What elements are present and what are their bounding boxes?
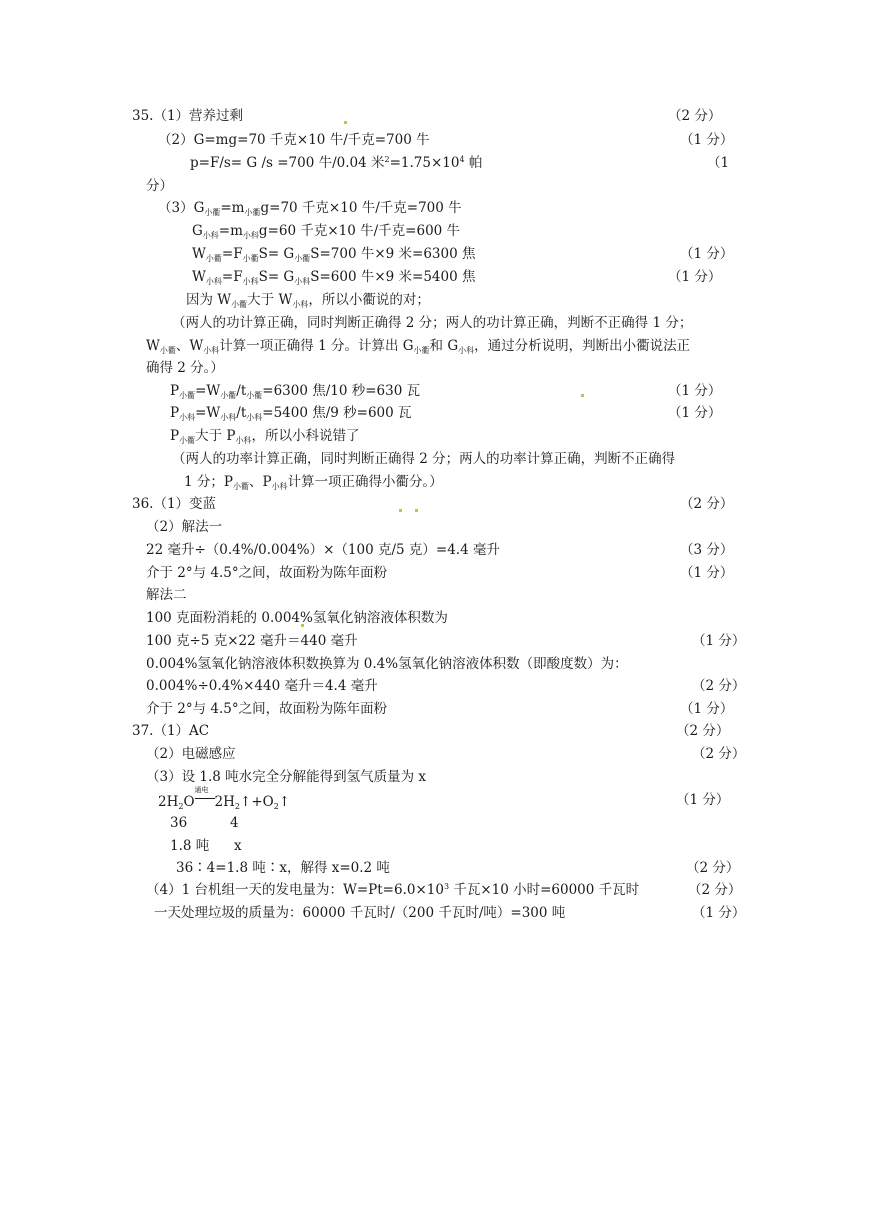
score-label: （1 分） (692, 905, 746, 921)
score-label: （2 分） (676, 723, 730, 739)
q37-part1: 37.（1）AC (132, 723, 210, 739)
molar-ratio-left: 36 (170, 815, 188, 831)
score-label: （1 分） (668, 269, 722, 285)
q35-part3-line5: 因为 $W_{小衢}$大于 $W_{小科}$，所以小衢说的对； (186, 292, 430, 309)
reaction-condition-arrow: 通电 (195, 794, 215, 806)
score-label: （2 分） (692, 678, 746, 694)
q36-method2-line5: 介于 2°与 4.5°之间，故面粉为陈年面粉 (146, 701, 388, 717)
score-label: （2 分） (686, 860, 740, 876)
q36-method2-line4: 0.004%÷0.4%×440 毫升＝4.4 毫升 (146, 678, 378, 694)
q37-part3-line1: （3）设 1.8 吨水完全分解能得到氢气质量为 x (146, 769, 427, 785)
mass-right: x (234, 838, 242, 854)
q35-note-line2: $W_{小衢}$、$W_{小科}$计算一项正确得 1 分。计算出 $G_{小衢}$和 $G_{小科}$，通过分析说明，判断出小衢说法正 (146, 338, 691, 355)
q36-method1-line1: 22 毫升÷（0.4%/0.004%）×（100 克/5 克）=4.4 毫升 (146, 542, 500, 558)
q35-part2-line1: （2）G=mg=70 千克×10 牛/千克=700 牛 (158, 132, 430, 148)
q35-part3-line3: $W_{小衢}=F_{小衢}S= G_{小衢}S=700$ 牛×9 米=6300 焦 (192, 246, 476, 263)
q35-note-line1: （两人的功计算正确，同时判断正确得 2 分；两人的功计算正确，判断不正确得 1 分； (172, 315, 693, 331)
q35-part3-line4: $W_{小科}=F_{小科}S= G_{小科}S=600$ 牛×9 米=5400 焦 (192, 269, 476, 286)
score-label: （2 分） (680, 496, 734, 512)
mass-left: 1.8 吨 (170, 838, 210, 854)
q36-method2-line1: 100 克面粉消耗的 0.004%氢氧化钠溶液体积数为 (146, 610, 448, 626)
chemical-equation: $2H_2O$ 通电 $2H_2↑+O_2↑$ (158, 786, 291, 811)
score-label: （1 分） (668, 405, 722, 421)
q37-part3-solution: 36∶4=1.8 吨∶x，解得 x=0.2 吨 (176, 860, 390, 876)
score-label: （2 分） (688, 882, 742, 898)
q35-part3-line1: $(3)G_{小衢}=m_{小衢}g=70$ 千克×10 牛/千克=700 牛 (158, 200, 462, 217)
score-label: （2 分） (692, 746, 746, 762)
score-label: （1 分） (680, 701, 734, 717)
q35-note2-line2: 1 分；$P_{小衢}$、$P_{小科}$计算一项正确得小衢分。） (184, 474, 443, 491)
score-label: （3 分） (680, 542, 734, 558)
q35-part2-line3: 分） (146, 178, 173, 194)
q37-part4-line2: 一天处理垃圾的质量为：60000 千瓦时/（200 千瓦时/吨）=300 吨 (154, 905, 566, 921)
q35-power-line2: $P_{小科}=W_{小科}/t_{小科}=5400$ 焦/9 秒=600 瓦 (170, 405, 412, 422)
q36-part1: 36.（1）变蓝 (132, 496, 217, 512)
q36-method2-line3: 0.004%氢氧化钠溶液体积数换算为 0.4%氢氧化钠溶液体积数（即酸度数）为： (146, 656, 628, 672)
q35-part1: 35.（1）营养过剩 (132, 108, 244, 124)
q36-part2-heading: （2）解法一 (146, 519, 223, 535)
q37-part4-line1: （4）1 台机组一天的发电量为：$W=Pt=6.0\times 10^3$ 千瓦×10 小时=60000 千瓦时 (146, 882, 640, 898)
scan-speck (344, 121, 347, 124)
q36-method2-heading: 解法二 (146, 587, 187, 603)
score-label: （1 (707, 155, 730, 171)
score-label: （2 分） (668, 108, 722, 124)
score-label: （1 分） (668, 383, 722, 399)
q35-part3-line2: $G_{小科}=m_{小科}g=60$ 千克×10 牛/千克=600 牛 (192, 223, 461, 240)
q37-part2: （2）电磁感应 (146, 746, 236, 762)
q35-note2-line1: （两人的功率计算正确，同时判断正确得 2 分；两人的功率计算正确，判断不正确得 (172, 451, 676, 467)
q36-method1-line2: 介于 2°与 4.5°之间，故面粉为陈年面粉 (146, 565, 388, 581)
q35-part2-line2: p=F/s= G /s =700 牛/0.04 米$^2=1.75\times 10^4$ 帕 (190, 155, 483, 171)
scan-speck (399, 509, 402, 512)
molar-ratio-right: 4 (230, 815, 239, 831)
q35-power-line1: $P_{小衢}=W_{小衢}/t_{小衢}=6300$ 焦/10 秒=630 瓦 (170, 383, 421, 400)
scan-speck (581, 394, 584, 397)
score-label: （1 分） (676, 792, 730, 808)
score-label: （1 分） (680, 246, 734, 262)
score-label: （1 分） (680, 565, 734, 581)
score-label: （1 分） (680, 132, 734, 148)
score-label: （1 分） (692, 633, 746, 649)
scan-speck (415, 509, 418, 512)
q35-note-line3: 确得 2 分。） (146, 360, 224, 376)
q36-method2-line2: 100 克÷5 克×22 毫升＝440 毫升 (146, 633, 358, 649)
q35-power-line3: $P_{小衢}$大于 $P_{小科}$，所以小科说错了 (170, 428, 360, 445)
